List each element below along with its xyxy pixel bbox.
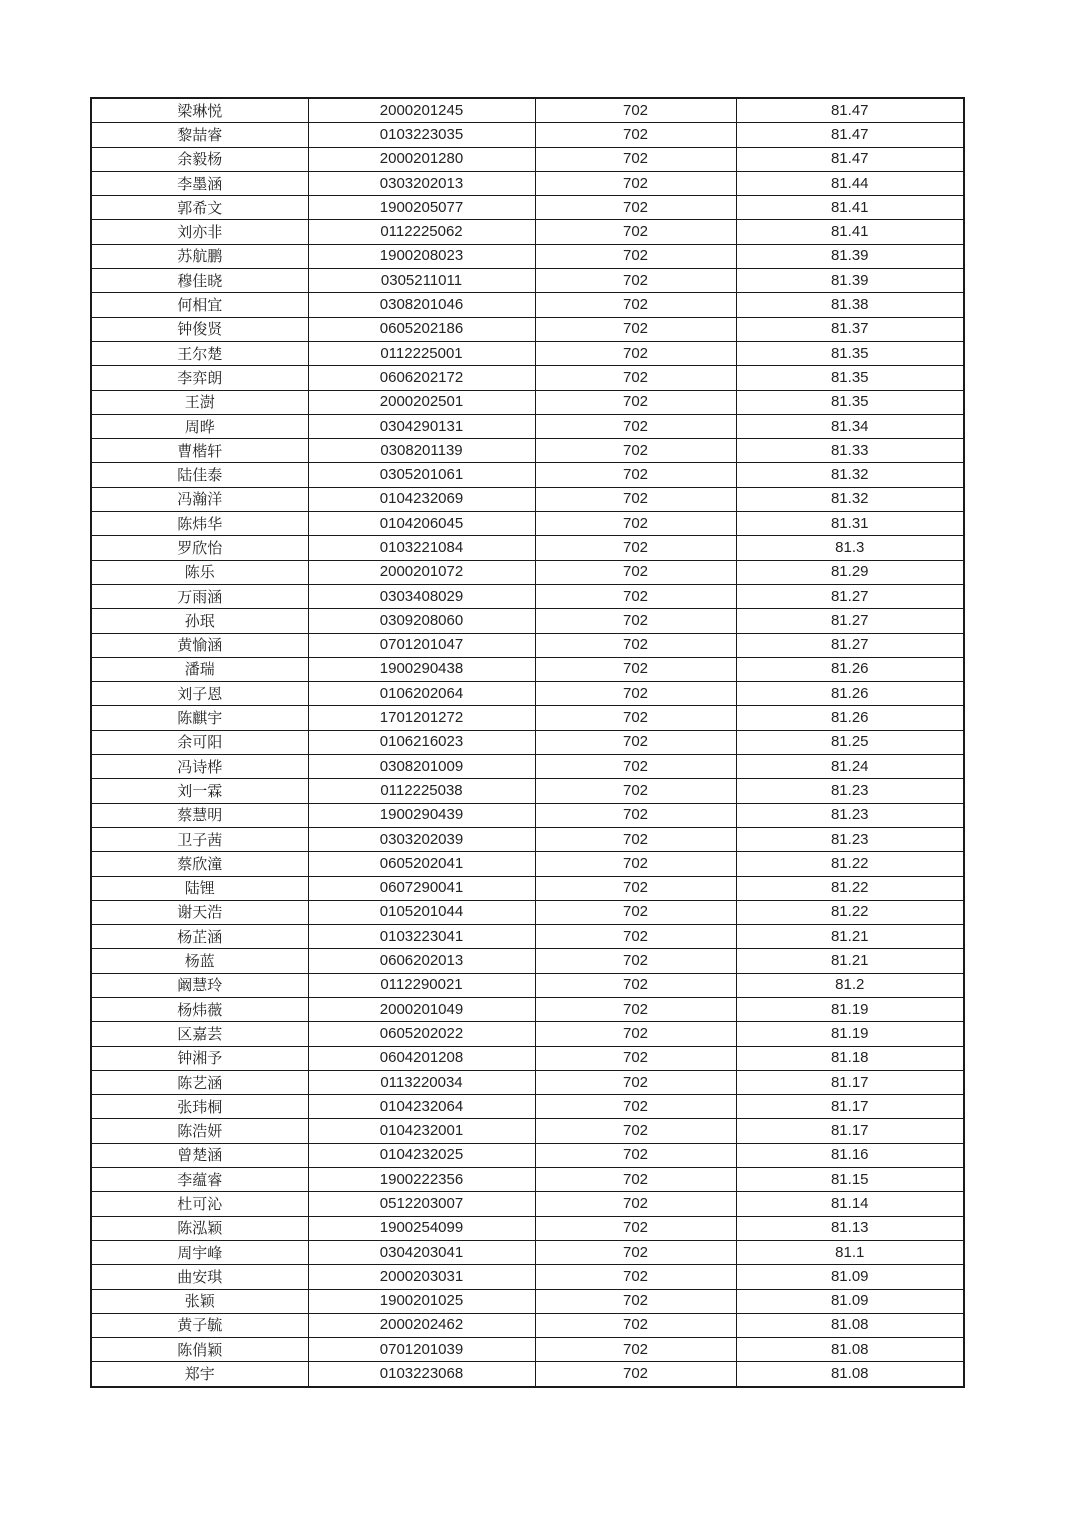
score-cell: 81.26 xyxy=(736,682,964,706)
name-cell: 曹楷轩 xyxy=(91,439,308,463)
candidate-id-cell: 0308201009 xyxy=(308,755,535,779)
code-cell: 702 xyxy=(535,341,736,365)
candidate-id-cell: 0106216023 xyxy=(308,730,535,754)
score-cell: 81.23 xyxy=(736,779,964,803)
code-cell: 702 xyxy=(535,706,736,730)
name-cell: 孙珉 xyxy=(91,609,308,633)
code-cell: 702 xyxy=(535,244,736,268)
table-row xyxy=(91,755,964,779)
code-cell: 702 xyxy=(535,1338,736,1362)
candidate-id-cell: 0309208060 xyxy=(308,609,535,633)
name-cell: 周宇峰 xyxy=(91,1240,308,1264)
code-cell: 702 xyxy=(535,220,736,244)
candidate-id-cell: 0103223041 xyxy=(308,925,535,949)
name-cell: 万雨涵 xyxy=(91,584,308,608)
code-cell: 702 xyxy=(535,657,736,681)
code-cell: 702 xyxy=(535,779,736,803)
score-cell: 81.22 xyxy=(736,876,964,900)
score-cell: 81.22 xyxy=(736,900,964,924)
name-cell: 李墨涵 xyxy=(91,171,308,195)
table-row xyxy=(91,1046,964,1070)
table-row xyxy=(91,876,964,900)
candidate-id-cell: 2000203031 xyxy=(308,1265,535,1289)
name-cell: 钟俊贤 xyxy=(91,317,308,341)
score-cell: 81.14 xyxy=(736,1192,964,1216)
candidate-id-cell: 0605202022 xyxy=(308,1022,535,1046)
code-cell: 702 xyxy=(535,1313,736,1337)
candidate-id-cell: 2000202462 xyxy=(308,1313,535,1337)
name-cell: 王澍 xyxy=(91,390,308,414)
candidate-id-cell: 2000202501 xyxy=(308,390,535,414)
candidate-id-cell: 0103223068 xyxy=(308,1362,535,1387)
score-cell: 81.33 xyxy=(736,439,964,463)
code-cell: 702 xyxy=(535,609,736,633)
name-cell: 梁琳悦 xyxy=(91,98,308,123)
table-row xyxy=(91,1313,964,1337)
code-cell: 702 xyxy=(535,1095,736,1119)
score-cell: 81.26 xyxy=(736,657,964,681)
score-cell: 81.17 xyxy=(736,1095,964,1119)
candidate-id-cell: 0103223035 xyxy=(308,123,535,147)
candidate-id-cell: 0308201046 xyxy=(308,293,535,317)
candidate-id-cell: 0303202039 xyxy=(308,827,535,851)
table-row xyxy=(91,414,964,438)
table-row xyxy=(91,633,964,657)
score-cell: 81.41 xyxy=(736,196,964,220)
table-row xyxy=(91,487,964,511)
name-cell: 区嘉芸 xyxy=(91,1022,308,1046)
candidate-id-cell: 0701201039 xyxy=(308,1338,535,1362)
candidate-id-cell: 0104232001 xyxy=(308,1119,535,1143)
score-cell: 81.34 xyxy=(736,414,964,438)
code-cell: 702 xyxy=(535,925,736,949)
table-row xyxy=(91,1192,964,1216)
candidate-id-cell: 0604201208 xyxy=(308,1046,535,1070)
code-cell: 702 xyxy=(535,390,736,414)
name-cell: 郭希文 xyxy=(91,196,308,220)
table-row xyxy=(91,1265,964,1289)
code-cell: 702 xyxy=(535,171,736,195)
name-cell: 曾楚涵 xyxy=(91,1143,308,1167)
candidate-id-cell: 0512203007 xyxy=(308,1192,535,1216)
score-cell: 81.16 xyxy=(736,1143,964,1167)
table-row xyxy=(91,1289,964,1313)
code-cell: 702 xyxy=(535,1168,736,1192)
code-cell: 702 xyxy=(535,1216,736,1240)
candidate-id-cell: 0304203041 xyxy=(308,1240,535,1264)
table-row xyxy=(91,536,964,560)
name-cell: 何相宜 xyxy=(91,293,308,317)
code-cell: 702 xyxy=(535,1070,736,1094)
score-cell: 81.38 xyxy=(736,293,964,317)
candidate-id-cell: 1900201025 xyxy=(308,1289,535,1313)
candidate-id-cell: 0606202172 xyxy=(308,366,535,390)
score-cell: 81.27 xyxy=(736,584,964,608)
score-cell: 81.27 xyxy=(736,609,964,633)
score-cell: 81.26 xyxy=(736,706,964,730)
code-cell: 702 xyxy=(535,196,736,220)
name-cell: 曲安琪 xyxy=(91,1265,308,1289)
table-row xyxy=(91,609,964,633)
score-cell: 81.35 xyxy=(736,390,964,414)
code-cell: 702 xyxy=(535,1362,736,1387)
code-cell: 702 xyxy=(535,414,736,438)
name-cell: 陈浩妍 xyxy=(91,1119,308,1143)
code-cell: 702 xyxy=(535,682,736,706)
code-cell: 702 xyxy=(535,269,736,293)
candidate-id-cell: 1900205077 xyxy=(308,196,535,220)
candidate-id-cell: 0112225062 xyxy=(308,220,535,244)
score-cell: 81.17 xyxy=(736,1070,964,1094)
candidate-id-cell: 2000201280 xyxy=(308,147,535,171)
score-cell: 81.47 xyxy=(736,123,964,147)
table-row xyxy=(91,584,964,608)
candidate-id-cell: 0103221084 xyxy=(308,536,535,560)
candidate-id-cell: 1900222356 xyxy=(308,1168,535,1192)
name-cell: 黄子毓 xyxy=(91,1313,308,1337)
score-cell: 81.47 xyxy=(736,98,964,123)
score-cell: 81.24 xyxy=(736,755,964,779)
table-row xyxy=(91,997,964,1021)
code-cell: 702 xyxy=(535,973,736,997)
code-cell: 702 xyxy=(535,876,736,900)
name-cell: 陈泓颖 xyxy=(91,1216,308,1240)
candidate-id-cell: 0104232025 xyxy=(308,1143,535,1167)
name-cell: 张颖 xyxy=(91,1289,308,1313)
code-cell: 702 xyxy=(535,1265,736,1289)
score-cell: 81.21 xyxy=(736,925,964,949)
name-cell: 余毅杨 xyxy=(91,147,308,171)
score-cell: 81.08 xyxy=(736,1338,964,1362)
candidate-id-cell: 0104206045 xyxy=(308,512,535,536)
table-row xyxy=(91,1240,964,1264)
code-cell: 702 xyxy=(535,123,736,147)
name-cell: 钟湘予 xyxy=(91,1046,308,1070)
candidate-id-cell: 0308201139 xyxy=(308,439,535,463)
name-cell: 陆锂 xyxy=(91,876,308,900)
code-cell: 702 xyxy=(535,147,736,171)
score-cell: 81.29 xyxy=(736,560,964,584)
candidate-id-cell: 2000201072 xyxy=(308,560,535,584)
name-cell: 谢天浩 xyxy=(91,900,308,924)
table-row xyxy=(91,1216,964,1240)
score-cell: 81.3 xyxy=(736,536,964,560)
score-cell: 81.18 xyxy=(736,1046,964,1070)
code-cell: 702 xyxy=(535,366,736,390)
score-cell: 81.23 xyxy=(736,827,964,851)
table-row xyxy=(91,925,964,949)
name-cell: 阚慧玲 xyxy=(91,973,308,997)
code-cell: 702 xyxy=(535,512,736,536)
name-cell: 刘亦非 xyxy=(91,220,308,244)
table-row xyxy=(91,1022,964,1046)
table-row xyxy=(91,171,964,195)
score-cell: 81.19 xyxy=(736,1022,964,1046)
score-cell: 81.1 xyxy=(736,1240,964,1264)
candidate-id-cell: 1900254099 xyxy=(308,1216,535,1240)
score-cell: 81.23 xyxy=(736,803,964,827)
name-cell: 卫子茜 xyxy=(91,827,308,851)
code-cell: 702 xyxy=(535,1192,736,1216)
score-cell: 81.39 xyxy=(736,269,964,293)
table-row xyxy=(91,293,964,317)
name-cell: 陆佳泰 xyxy=(91,463,308,487)
code-cell: 702 xyxy=(535,997,736,1021)
table-row xyxy=(91,196,964,220)
score-cell: 81.47 xyxy=(736,147,964,171)
code-cell: 702 xyxy=(535,1143,736,1167)
candidate-id-cell: 0104232064 xyxy=(308,1095,535,1119)
score-cell: 81.32 xyxy=(736,487,964,511)
table-row xyxy=(91,1338,964,1362)
name-cell: 陈炜华 xyxy=(91,512,308,536)
table-row xyxy=(91,1168,964,1192)
score-cell: 81.2 xyxy=(736,973,964,997)
code-cell: 702 xyxy=(535,1240,736,1264)
table-row xyxy=(91,657,964,681)
name-cell: 冯诗桦 xyxy=(91,755,308,779)
table-row xyxy=(91,706,964,730)
candidate-id-cell: 0303408029 xyxy=(308,584,535,608)
name-cell: 刘一霖 xyxy=(91,779,308,803)
candidate-id-cell: 0112225038 xyxy=(308,779,535,803)
name-cell: 陈俏颖 xyxy=(91,1338,308,1362)
table-row xyxy=(91,1143,964,1167)
table-row xyxy=(91,803,964,827)
code-cell: 702 xyxy=(535,852,736,876)
code-cell: 702 xyxy=(535,536,736,560)
table-row xyxy=(91,244,964,268)
table-row xyxy=(91,439,964,463)
candidate-id-cell: 0106202064 xyxy=(308,682,535,706)
name-cell: 苏航鹏 xyxy=(91,244,308,268)
score-cell: 81.13 xyxy=(736,1216,964,1240)
table-row xyxy=(91,512,964,536)
table-row xyxy=(91,779,964,803)
candidate-id-cell: 0701201047 xyxy=(308,633,535,657)
code-cell: 702 xyxy=(535,584,736,608)
table-row xyxy=(91,98,964,123)
candidate-id-cell: 0113220034 xyxy=(308,1070,535,1094)
candidate-id-cell: 1900208023 xyxy=(308,244,535,268)
name-cell: 黎喆睿 xyxy=(91,123,308,147)
score-cell: 81.35 xyxy=(736,341,964,365)
candidate-id-cell: 0605202041 xyxy=(308,852,535,876)
name-cell: 张玮桐 xyxy=(91,1095,308,1119)
table-row xyxy=(91,1095,964,1119)
name-cell: 陈艺涵 xyxy=(91,1070,308,1094)
score-cell: 81.08 xyxy=(736,1362,964,1387)
candidate-id-cell: 0304290131 xyxy=(308,414,535,438)
score-cell: 81.21 xyxy=(736,949,964,973)
name-cell: 李弈朗 xyxy=(91,366,308,390)
code-cell: 702 xyxy=(535,633,736,657)
score-cell: 81.15 xyxy=(736,1168,964,1192)
name-cell: 陈麒宇 xyxy=(91,706,308,730)
score-cell: 81.44 xyxy=(736,171,964,195)
table-row xyxy=(91,220,964,244)
score-cell: 81.31 xyxy=(736,512,964,536)
name-cell: 余可阳 xyxy=(91,730,308,754)
name-cell: 罗欣怡 xyxy=(91,536,308,560)
name-cell: 王尔楚 xyxy=(91,341,308,365)
candidate-id-cell: 0305211011 xyxy=(308,269,535,293)
score-cell: 81.08 xyxy=(736,1313,964,1337)
score-cell: 81.17 xyxy=(736,1119,964,1143)
table-row xyxy=(91,1070,964,1094)
score-cell: 81.22 xyxy=(736,852,964,876)
table-row xyxy=(91,269,964,293)
code-cell: 702 xyxy=(535,755,736,779)
name-cell: 杨芷涵 xyxy=(91,925,308,949)
candidate-id-cell: 2000201245 xyxy=(308,98,535,123)
score-cell: 81.32 xyxy=(736,463,964,487)
table-row xyxy=(91,827,964,851)
code-cell: 702 xyxy=(535,439,736,463)
name-cell: 冯瀚洋 xyxy=(91,487,308,511)
name-cell: 蔡欣潼 xyxy=(91,852,308,876)
candidate-id-cell: 1701201272 xyxy=(308,706,535,730)
candidate-id-cell: 0112225001 xyxy=(308,341,535,365)
code-cell: 702 xyxy=(535,827,736,851)
code-cell: 702 xyxy=(535,317,736,341)
code-cell: 702 xyxy=(535,293,736,317)
score-cell: 81.41 xyxy=(736,220,964,244)
name-cell: 蔡慧明 xyxy=(91,803,308,827)
code-cell: 702 xyxy=(535,560,736,584)
name-cell: 黄愉涵 xyxy=(91,633,308,657)
table-row xyxy=(91,852,964,876)
score-cell: 81.27 xyxy=(736,633,964,657)
code-cell: 702 xyxy=(535,463,736,487)
candidate-id-cell: 0606202013 xyxy=(308,949,535,973)
code-cell: 702 xyxy=(535,1046,736,1070)
table-row xyxy=(91,366,964,390)
candidate-id-cell: 1900290438 xyxy=(308,657,535,681)
code-cell: 702 xyxy=(535,487,736,511)
table-row xyxy=(91,317,964,341)
name-cell: 刘子恩 xyxy=(91,682,308,706)
score-cell: 81.37 xyxy=(736,317,964,341)
table-row xyxy=(91,560,964,584)
candidate-id-cell: 0104232069 xyxy=(308,487,535,511)
table-row xyxy=(91,390,964,414)
table-row xyxy=(91,463,964,487)
code-cell: 702 xyxy=(535,1119,736,1143)
code-cell: 702 xyxy=(535,900,736,924)
name-cell: 杜可沁 xyxy=(91,1192,308,1216)
table-row xyxy=(91,1119,964,1143)
name-cell: 陈乐 xyxy=(91,560,308,584)
table-row xyxy=(91,973,964,997)
code-cell: 702 xyxy=(535,803,736,827)
score-cell: 81.39 xyxy=(736,244,964,268)
name-cell: 郑宇 xyxy=(91,1362,308,1387)
code-cell: 702 xyxy=(535,1022,736,1046)
candidate-id-cell: 2000201049 xyxy=(308,997,535,1021)
score-table xyxy=(90,97,965,1388)
table-row xyxy=(91,147,964,171)
candidate-id-cell: 0105201044 xyxy=(308,900,535,924)
name-cell: 穆佳晓 xyxy=(91,269,308,293)
name-cell: 杨蓝 xyxy=(91,949,308,973)
score-cell: 81.25 xyxy=(736,730,964,754)
candidate-id-cell: 0305201061 xyxy=(308,463,535,487)
table-row xyxy=(91,341,964,365)
name-cell: 李蕴睿 xyxy=(91,1168,308,1192)
candidate-id-cell: 0605202186 xyxy=(308,317,535,341)
code-cell: 702 xyxy=(535,949,736,973)
code-cell: 702 xyxy=(535,1289,736,1313)
candidate-id-cell: 0607290041 xyxy=(308,876,535,900)
table-row xyxy=(91,900,964,924)
name-cell: 周晔 xyxy=(91,414,308,438)
table-row xyxy=(91,682,964,706)
table-row xyxy=(91,123,964,147)
table-row xyxy=(91,730,964,754)
code-cell: 702 xyxy=(535,730,736,754)
candidate-id-cell: 0303202013 xyxy=(308,171,535,195)
candidate-id-cell: 0112290021 xyxy=(308,973,535,997)
name-cell: 杨炜薇 xyxy=(91,997,308,1021)
table-row xyxy=(91,949,964,973)
candidate-id-cell: 1900290439 xyxy=(308,803,535,827)
name-cell: 潘瑞 xyxy=(91,657,308,681)
score-cell: 81.19 xyxy=(736,997,964,1021)
score-cell: 81.09 xyxy=(736,1289,964,1313)
code-cell: 702 xyxy=(535,98,736,123)
score-table-body xyxy=(91,98,964,1387)
score-cell: 81.35 xyxy=(736,366,964,390)
table-row xyxy=(91,1362,964,1387)
score-cell: 81.09 xyxy=(736,1265,964,1289)
